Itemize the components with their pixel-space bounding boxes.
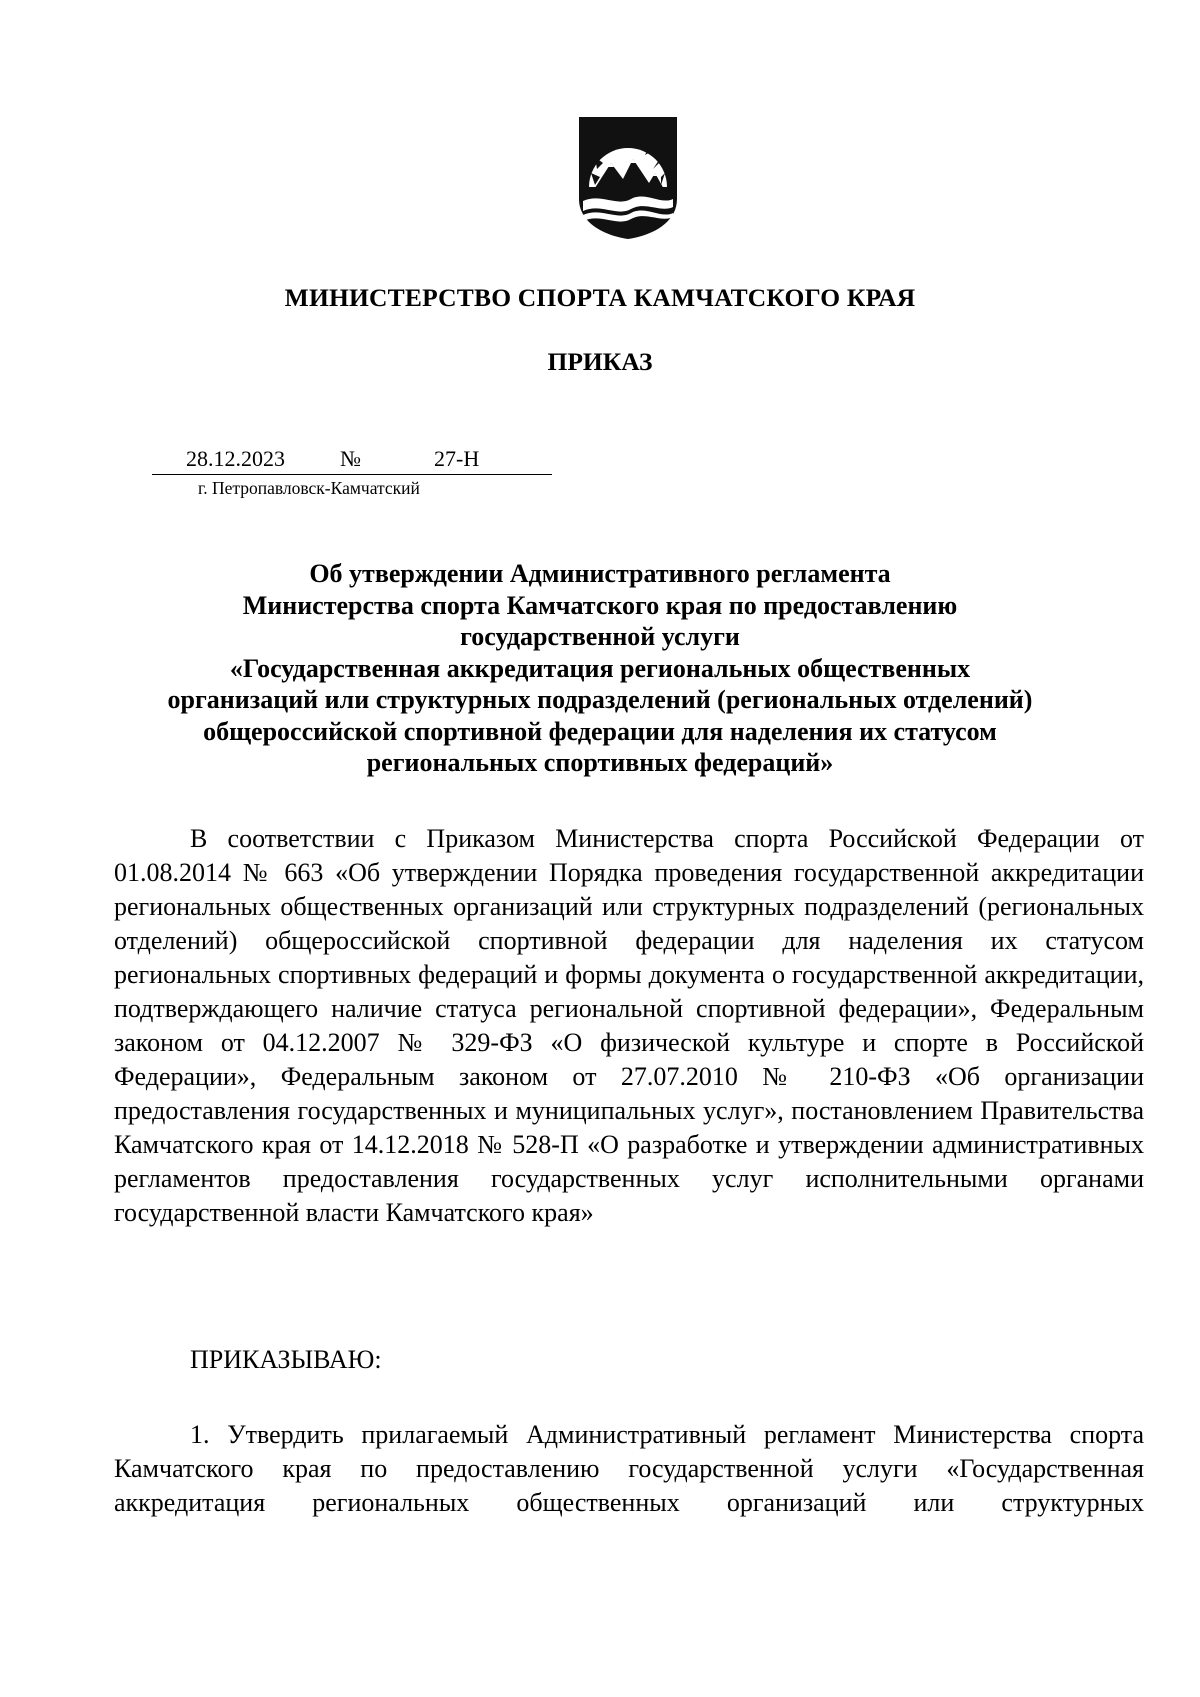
date-number-line <box>152 446 552 475</box>
preamble-paragraph: В соответствии с Приказом Министерства спорта Российской Федерации от 01.08.2014 № 663 «Об утверждении Порядка проведения государственной аккредитации региональных общественных организаций или структурных подразделений (региональных отделений) общероссийской спортивной федерации для наделения их статусом региональных спортивных федераций и формы документа о государственной аккредитации, подтверждающего наличие статуса региональной спортивной федерации», Федеральным законом от 04.12.2007 № 329-ФЗ «О физической культуре и спорте в Российской Федерации», Федеральным законом от 27.07.2010 № 210-ФЗ «Об организации предоставления государственных и муниципальных услуг», постановлением Правительства Камчатского края от 14.12.2018 № 528-П «О разработке и утверждении административных регламентов предоставления государственных услуг исполнительными органами государственной власти Камчатского края» <box>114 824 1144 1227</box>
order-date: 28.12.2023 <box>186 446 285 471</box>
item-1-paragraph: 1. Утвердить прилагаемый Административный регламент Министерства спорта Камчатского края по предоставлению государственной услуги «Государственная аккредитация региональных общественных организаций или структурных <box>114 1420 1144 1517</box>
document-type: ПРИКАЗ <box>547 347 653 376</box>
order-subject <box>100 558 1100 779</box>
subject-line: региональных спортивных федераций» <box>366 748 834 777</box>
subject-line: организаций или структурных подразделений (региональных отделений) <box>167 685 1033 714</box>
city-label: г. Петропавловск-Камчатский <box>198 478 420 498</box>
subject-line: государственной услуги <box>460 622 740 651</box>
ministry-title: МИНИСТЕРСТВО СПОРТА КАМЧАТСКОГО КРАЯ <box>284 283 916 312</box>
order-number: 27-Н <box>434 446 480 471</box>
subject-line: Министерства спорта Камчатского края по предоставлению <box>242 590 958 620</box>
subject-line: «Государственная аккредитация региональных общественных <box>229 653 971 683</box>
coat-of-arms-icon <box>575 113 681 241</box>
subject-line: Об утверждении Административного регламента <box>309 559 891 588</box>
order-directive: ПРИКАЗЫВАЮ: <box>190 1345 382 1374</box>
subject-line: общероссийской спортивной федерации для наделения их статусом <box>203 716 997 746</box>
number-sign: № <box>340 446 361 471</box>
